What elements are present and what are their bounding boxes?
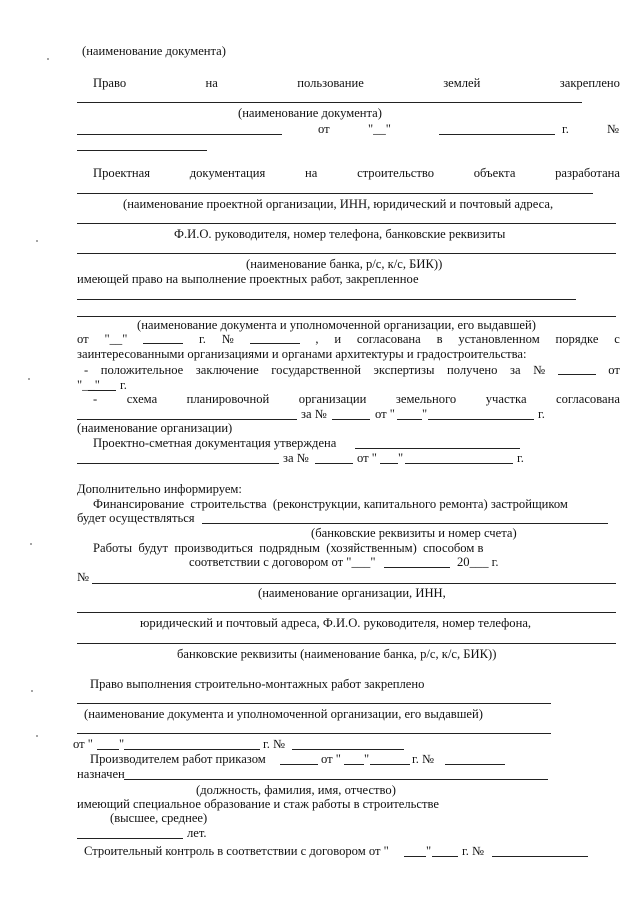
- caption: (наименование документа и уполномоченной организации, его выдавшей): [137, 318, 536, 332]
- scan-speck: [36, 240, 38, 242]
- word: в: [436, 332, 443, 346]
- blank-line: [405, 463, 513, 464]
- statement: имеющей право на выполнение проектных работ, закрепленное: [77, 272, 419, 286]
- caption: (наименование документа и уполномоченной организации, его выдавшей): [84, 707, 483, 721]
- word: объекта: [473, 166, 516, 180]
- word: организации: [298, 392, 367, 406]
- caption: (наименование организации): [77, 421, 233, 435]
- word: положительное: [100, 363, 184, 377]
- blank-line: [92, 583, 616, 584]
- word: Право: [93, 76, 127, 90]
- word: закреплено: [559, 76, 620, 90]
- blank-line: [77, 643, 616, 644]
- blank-line: [202, 523, 608, 524]
- caption: Ф.И.О. руководителя, номер телефона, банковские реквизиты: [174, 227, 506, 241]
- word: ": [119, 737, 125, 751]
- word: ": [364, 752, 370, 766]
- word: от ": [321, 752, 341, 766]
- word: от ": [357, 451, 377, 465]
- statement: Производителем работ приказом: [90, 752, 266, 766]
- word: на: [305, 166, 318, 180]
- word: пользование: [297, 76, 364, 90]
- word: схема: [126, 392, 158, 406]
- word: №: [533, 363, 546, 377]
- word: ": [426, 844, 432, 858]
- word: за №: [283, 451, 309, 465]
- doc-name-caption: (наименование документа): [82, 44, 226, 58]
- scan-speck: [36, 735, 38, 737]
- blank-line: [77, 612, 616, 613]
- word: установленном: [458, 332, 540, 346]
- blank-line: [370, 764, 410, 765]
- blank: [558, 364, 596, 375]
- blank-line: [355, 448, 520, 449]
- scan-speck: [30, 543, 32, 545]
- blank-line: [315, 463, 353, 464]
- caption: (должность, фамилия, имя, отчество): [196, 783, 396, 797]
- blank-line: [77, 299, 576, 300]
- blank-line: [77, 150, 207, 151]
- blank-line: [404, 856, 426, 857]
- word: №: [77, 570, 90, 584]
- word: от: [77, 332, 89, 346]
- word: г.: [198, 332, 206, 346]
- word: и: [334, 332, 342, 346]
- statement: Строительный контроль в соответствии с договором от ": [84, 844, 389, 858]
- word: лет.: [187, 826, 207, 840]
- blank-line: [77, 838, 183, 839]
- doc-name-caption: (наименование документа): [238, 106, 382, 120]
- caption: (банковские реквизиты и номер счета): [311, 526, 517, 540]
- blank-line: [77, 463, 279, 464]
- statement: Право выполнения строительно-монтажных работ закреплено: [90, 677, 425, 691]
- word: согласована: [556, 392, 620, 406]
- statement: соответствии с договором от "___": [189, 555, 376, 569]
- blank-line: [77, 102, 582, 103]
- blank-line: [97, 749, 119, 750]
- word: от: [318, 122, 330, 136]
- word: №: [221, 332, 234, 346]
- word: №: [607, 122, 620, 136]
- blank-line: [77, 316, 616, 317]
- word: документация: [189, 166, 266, 180]
- expertise-line: [84, 364, 620, 377]
- blank-line: [77, 253, 616, 254]
- caption: (наименование организации, ИНН,: [258, 586, 446, 600]
- land-right-line: [93, 77, 620, 90]
- word: получено: [447, 363, 498, 377]
- blank-line: [492, 856, 588, 857]
- word: назначен: [77, 767, 125, 781]
- statement: будет осуществляться: [77, 511, 195, 525]
- word: "__": [368, 122, 391, 136]
- statement: Дополнительно информируем:: [77, 482, 242, 496]
- blank-line: [77, 223, 616, 224]
- blank-line: [397, 419, 422, 420]
- project-doc-line: [93, 167, 620, 180]
- word: землей: [443, 76, 481, 90]
- word: согласована: [356, 332, 421, 346]
- word: ": [422, 407, 428, 421]
- word: на: [205, 76, 218, 90]
- scan-speck: [31, 690, 33, 692]
- word: планировочной: [186, 392, 270, 406]
- blank-line: [124, 749, 260, 750]
- caption: юридический и почтовый адреса, Ф.И.О. руководителя, номер телефона,: [140, 616, 532, 630]
- word: г. №: [412, 752, 435, 766]
- statement: Финансирование строительства (реконструкции, капитального ремонта) застройщиком: [93, 497, 568, 511]
- caption: (наименование банка, р/с, к/с, БИК)): [246, 257, 443, 271]
- blank-line: [445, 764, 505, 765]
- word: Проектная: [93, 166, 151, 180]
- caption: банковские реквизиты (наименование банка, р/с, к/с, БИК)): [177, 647, 497, 661]
- blank-line: [77, 193, 593, 194]
- word: государственной: [271, 363, 361, 377]
- scheme-line: [93, 393, 620, 406]
- word: земельного: [395, 392, 457, 406]
- blank-line: [428, 419, 534, 420]
- word: г. №: [462, 844, 485, 858]
- word: г.: [517, 451, 524, 465]
- word: от: [608, 363, 620, 377]
- word: за: [510, 363, 521, 377]
- blank-line: [432, 856, 458, 857]
- word: "__": [104, 332, 128, 346]
- blank-line: [380, 463, 398, 464]
- scan-speck: [47, 58, 49, 60]
- word: за №: [301, 407, 327, 421]
- word: ": [398, 451, 404, 465]
- word: участка: [485, 392, 527, 406]
- caption: (наименование проектной организации, ИНН, юридический и почтовый адреса,: [123, 197, 554, 211]
- blank-line: [332, 419, 370, 420]
- word: -: [84, 363, 89, 377]
- word: 20___ г.: [457, 555, 499, 569]
- word: от ": [375, 407, 395, 421]
- word: от ": [73, 737, 93, 751]
- word: -: [93, 392, 98, 406]
- blank: [250, 333, 300, 344]
- statement: заинтересованными организациями и органами архитектуры и градостроительства:: [77, 347, 527, 361]
- word: г. №: [263, 737, 286, 751]
- word: ,: [315, 332, 319, 346]
- word: строительство: [357, 166, 435, 180]
- word: порядке: [555, 332, 599, 346]
- blank-line: [88, 390, 116, 391]
- blank-line: [384, 567, 450, 568]
- blank-line: [77, 733, 551, 734]
- blank-line: [77, 419, 297, 420]
- caption: (высшее, среднее): [110, 811, 208, 825]
- statement: имеющий специальное образование и стаж работы в строительстве: [77, 797, 439, 811]
- statement: Проектно-сметная документация утверждена: [93, 436, 337, 450]
- blank-line: [344, 764, 364, 765]
- blank-line: [77, 703, 551, 704]
- approval-line: [77, 333, 620, 346]
- word: с: [614, 332, 620, 346]
- word: "__": [77, 378, 100, 392]
- statement: Работы будут производиться подрядным (хозяйственным) способом в: [93, 541, 484, 555]
- blank-line: [280, 764, 318, 765]
- blank-line: [124, 779, 548, 780]
- word: г.: [538, 407, 545, 421]
- word: экспертизы: [373, 363, 435, 377]
- blank-line: [77, 134, 282, 135]
- word: разработана: [555, 166, 620, 180]
- blank: [143, 333, 183, 344]
- word: г.: [120, 378, 127, 392]
- word: г.: [562, 122, 569, 136]
- scan-speck: [28, 378, 30, 380]
- blank-line: [439, 134, 555, 135]
- word: заключение: [195, 363, 259, 377]
- blank-line: [292, 749, 404, 750]
